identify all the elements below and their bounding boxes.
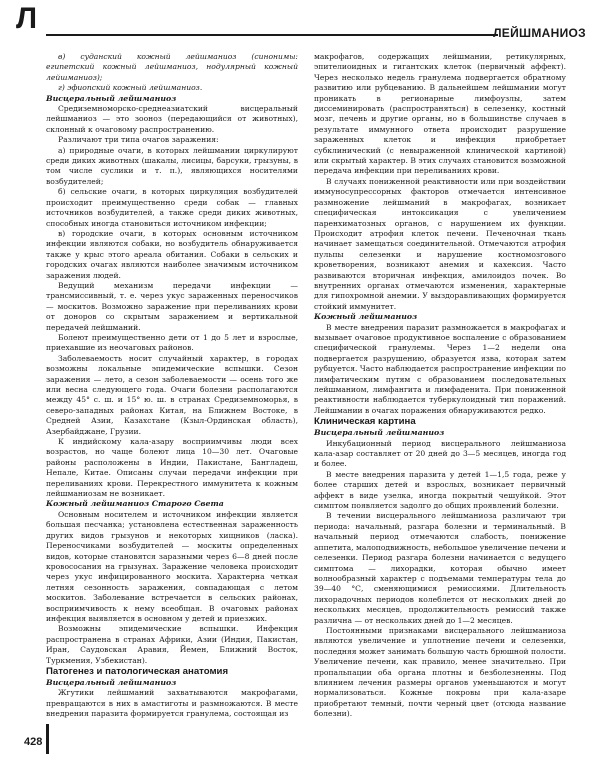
paragraph: Основным носителем и источником инфекции является большая песчанка; установлена естественная зараженность других видов грызунов и некоторых хищников (ласка). Переносчиками возбудителей — москиты определенных видов, которые становятся заразными через 6—8 дней после кровососания на грызунах. Заражение человека происходит через укус инфицированного москита. Характерна четкая летняя сезонность заражения, совпадающая с летом москитов. Заболевание встречается в сельских районах, восприимчивость к нему всеобщая. В очаговых районах инфекция выявляется в основном у детей и приезжих. xyxy=(46,509,298,623)
paragraph: в) городские очаги, в которых основным источником инфекции являются собаки, но возбудитель обнаруживается также у крыс этого ареала обитания. Собаки в сельских и городских очагах являются наиболее значимым источником заражения людей. xyxy=(46,228,298,280)
paragraph: б) сельские очаги, в которых циркуляция возбудителей происходит преимущественно среди собак — главных источников возбудителей, а также среди диких животных, способных иногда становиться источником инфекции; xyxy=(46,187,298,228)
paragraph: Постоянными признаками висцерального лейшманиоза являются увеличение и уплотнение печени и селезенки, последняя может занимать большую часть брюшной полости. Увеличение печени, как правило, менее значительно. При пропальпации оба органа плотны и безболезненны. Под влиянием лечения размеры органов уменьшаются и могут нормализоваться. Кожные покровы при кала-азаре приобретают темный, почти черный цвет (отсюда название болезни). xyxy=(314,625,566,719)
paragraph: Ведущий механизм передачи инфекции — трансмиссивный, т. е. через укус зараженных переносчиков — москитов. Возможно заражение при переливаниях крови от доноров со скрытым заражением и вертикальной передачей лейшманий. xyxy=(46,280,298,332)
subheading: Кожный лейшманиоз xyxy=(314,312,418,322)
paragraph: Заболеваемость носит случайный характер, в городах возможны локальные эпидемические вспышки. Сезон заражения — лето, а сезон заболеваемости — осень того же или весна следующего года. Очаги болезни располагаются между 45° с. ш. и 15° ю. ш. в странах Средиземноморья, в северо-западных районах Китая, на Ближнем Востоке, в Средней Азии, Казахстане (Кзыл-Ординская область), Азербайджане, Грузии. xyxy=(46,353,298,436)
section-heading: Клиническая картина xyxy=(314,416,416,428)
footer-rule xyxy=(46,724,49,754)
page-number: 428 xyxy=(24,736,43,748)
paragraph: Возможны эпидемические вспышки. Инфекция распространена в странах Африки, Азии (Индия, Пакистан, Иран, Саудовская Аравия, Йемен, Ближний Восток, Туркмения, Узбекистан). xyxy=(46,624,298,665)
paragraph: Средиземноморско-среднеазиатский висцеральный лейшманиоз — это зооноз (передающийся от животных), склонный к очаговому распространению. xyxy=(46,104,298,134)
paragraph: макрофагов, содержащих лейшмании, ретикулярных, эпителиоидных и гигантских клеток (первичный аффект). Через несколько недель гранулема подвергается обратному развитию или рубцеванию. В дальнейшем лейшмании могут проникать в регионарные лимфоузлы, затем диссеминировать (распространяться) в селезенку, костный мозг, печень и другие органы, но в большинстве случаев в результате иммунного ответа происходит разрушение зараженных клеток и инфекция приобретает субклинический (с невыраженной клинической картиной) или скрытый характер. В этих случаях становится возможной передача инфекции при переливаниях крови. xyxy=(314,52,566,176)
paragraph: В месте внедрения паразита у детей 1—1,5 года, реже у более старших детей и взрослых, возникает первичный аффект в виде узелка, иногда покрытый чешуйкой. Этот симптом появляется задолго до общих проявлений болезни. xyxy=(314,469,566,511)
paragraph: Болеют преимущественно дети от 1 до 5 лет и взрослые, приехавшие из неочаговых районов. xyxy=(46,332,298,353)
subheading: Висцеральный лейшманиоз xyxy=(46,677,177,687)
header-rule xyxy=(46,34,498,36)
paragraph: г) эфиопский кожный лейшманиоз. xyxy=(58,83,203,93)
section-heading: Патогенез и патологическая анатомия xyxy=(46,665,229,677)
paragraph: В течении висцерального лейшманиоза различают три периода: начальный, разгара болезни и терминальный. В начальный период отмечаются слабость, понижение аппетита, малоподвижность, небольшое увеличение печени и селезенки. Период разгара болезни начинается с ведущего симптома — лихорадки, которая обычно имеет волнообразный характер с подъемами температуры тела до 39—40 °С, сменяющимися ремиссиями. Длительность лихорадочных периодов колеблется от нескольких дней до нескольких месяцев, продолжительность ремиссий также различна — от нескольких дней до 1—2 месяцев. xyxy=(314,511,567,625)
left-column xyxy=(46,52,298,720)
subheading: Кожный лейшманиоз Старого Света xyxy=(46,499,224,509)
subheading: Висцеральный лейшманиоз xyxy=(314,428,445,438)
subheading: Висцеральный лейшманиоз xyxy=(46,93,177,103)
section-letter: Л xyxy=(16,2,38,35)
paragraph: а) природные очаги, в которых лейшмании циркулируют среди диких животных (шакалы, лисицы, барсуки, грызуны, в том числе суслики и т. п.), являющихся носителями возбудителей; xyxy=(46,145,298,186)
paragraph: в) суданский кожный лейшманиоз (синонимы: египетский кожный лейшманиоз, нодулярный кожный лейшманиоз); xyxy=(46,52,298,82)
paragraph: Жгутики лейшманий захватываются макрофагами, превращаются в них в амастиготы и размножаются. В месте внедрения паразита формируется гранулема, состоящая из xyxy=(46,688,298,719)
paragraph: Различают три типа очагов заражения: xyxy=(58,135,219,145)
running-title: ЛЕЙШМАНИОЗ xyxy=(493,26,586,40)
paragraph: В месте внедрения паразит размножается в макрофагах и вызывает очаговое продуктивное воспаление с образованием специфической гранулемы. Через 1—2 недели она подвергается разрушению, образуется язва, которая затем рубцуется. Часто наблюдается распространение инфекции по лимфатическим путям с образованием последовательных лейшманиом, лимфангита и лимфаденита. При пониженной реактивности наблюдается туберкулоидный тип поражений. Лейшмании в очагах поражения обнаруживаются редко. xyxy=(314,322,566,415)
paragraph: Инкубационный период висцерального лейшманиоза кала-азар составляет от 20 дней до 3—5 месяцев, иногда год и более. xyxy=(314,438,566,469)
paragraph: В случаях пониженной реактивности или при воздействии иммуносупрессорных факторов отмечается интенсивное размножение лейшманий в макрофагах, возникает специфическая интоксикация с увеличением паренхиматозных органов, с нарушением их функции. Происходит атрофия клеток печени. Печеночная ткань начинает замещаться соединительной. Отмечаются атрофия пульпы селезенки и нарушение костномозгового кроветворения, возникают анемия и кахексия. Часто развиваются вторичная инфекция, амилоидоз почек. Во внутренних органах отмечаются изменения, характерные для гипохромной анемии. У выздоравливающих формируется стойкий иммунитет. xyxy=(314,176,566,311)
paragraph: К индийскому кала-азару восприимчивы люди всех возрастов, но чаще болеют лица 10—30 лет. Очаговые районы расположены в Индии, Пакистане, Бангладеш, Непале, Китае. Описаны случаи передачи инфекции при переливаниях крови. Перекрестного иммунитета к кожным лейшманиозам не возникает. xyxy=(46,437,298,499)
right-column xyxy=(314,52,566,720)
